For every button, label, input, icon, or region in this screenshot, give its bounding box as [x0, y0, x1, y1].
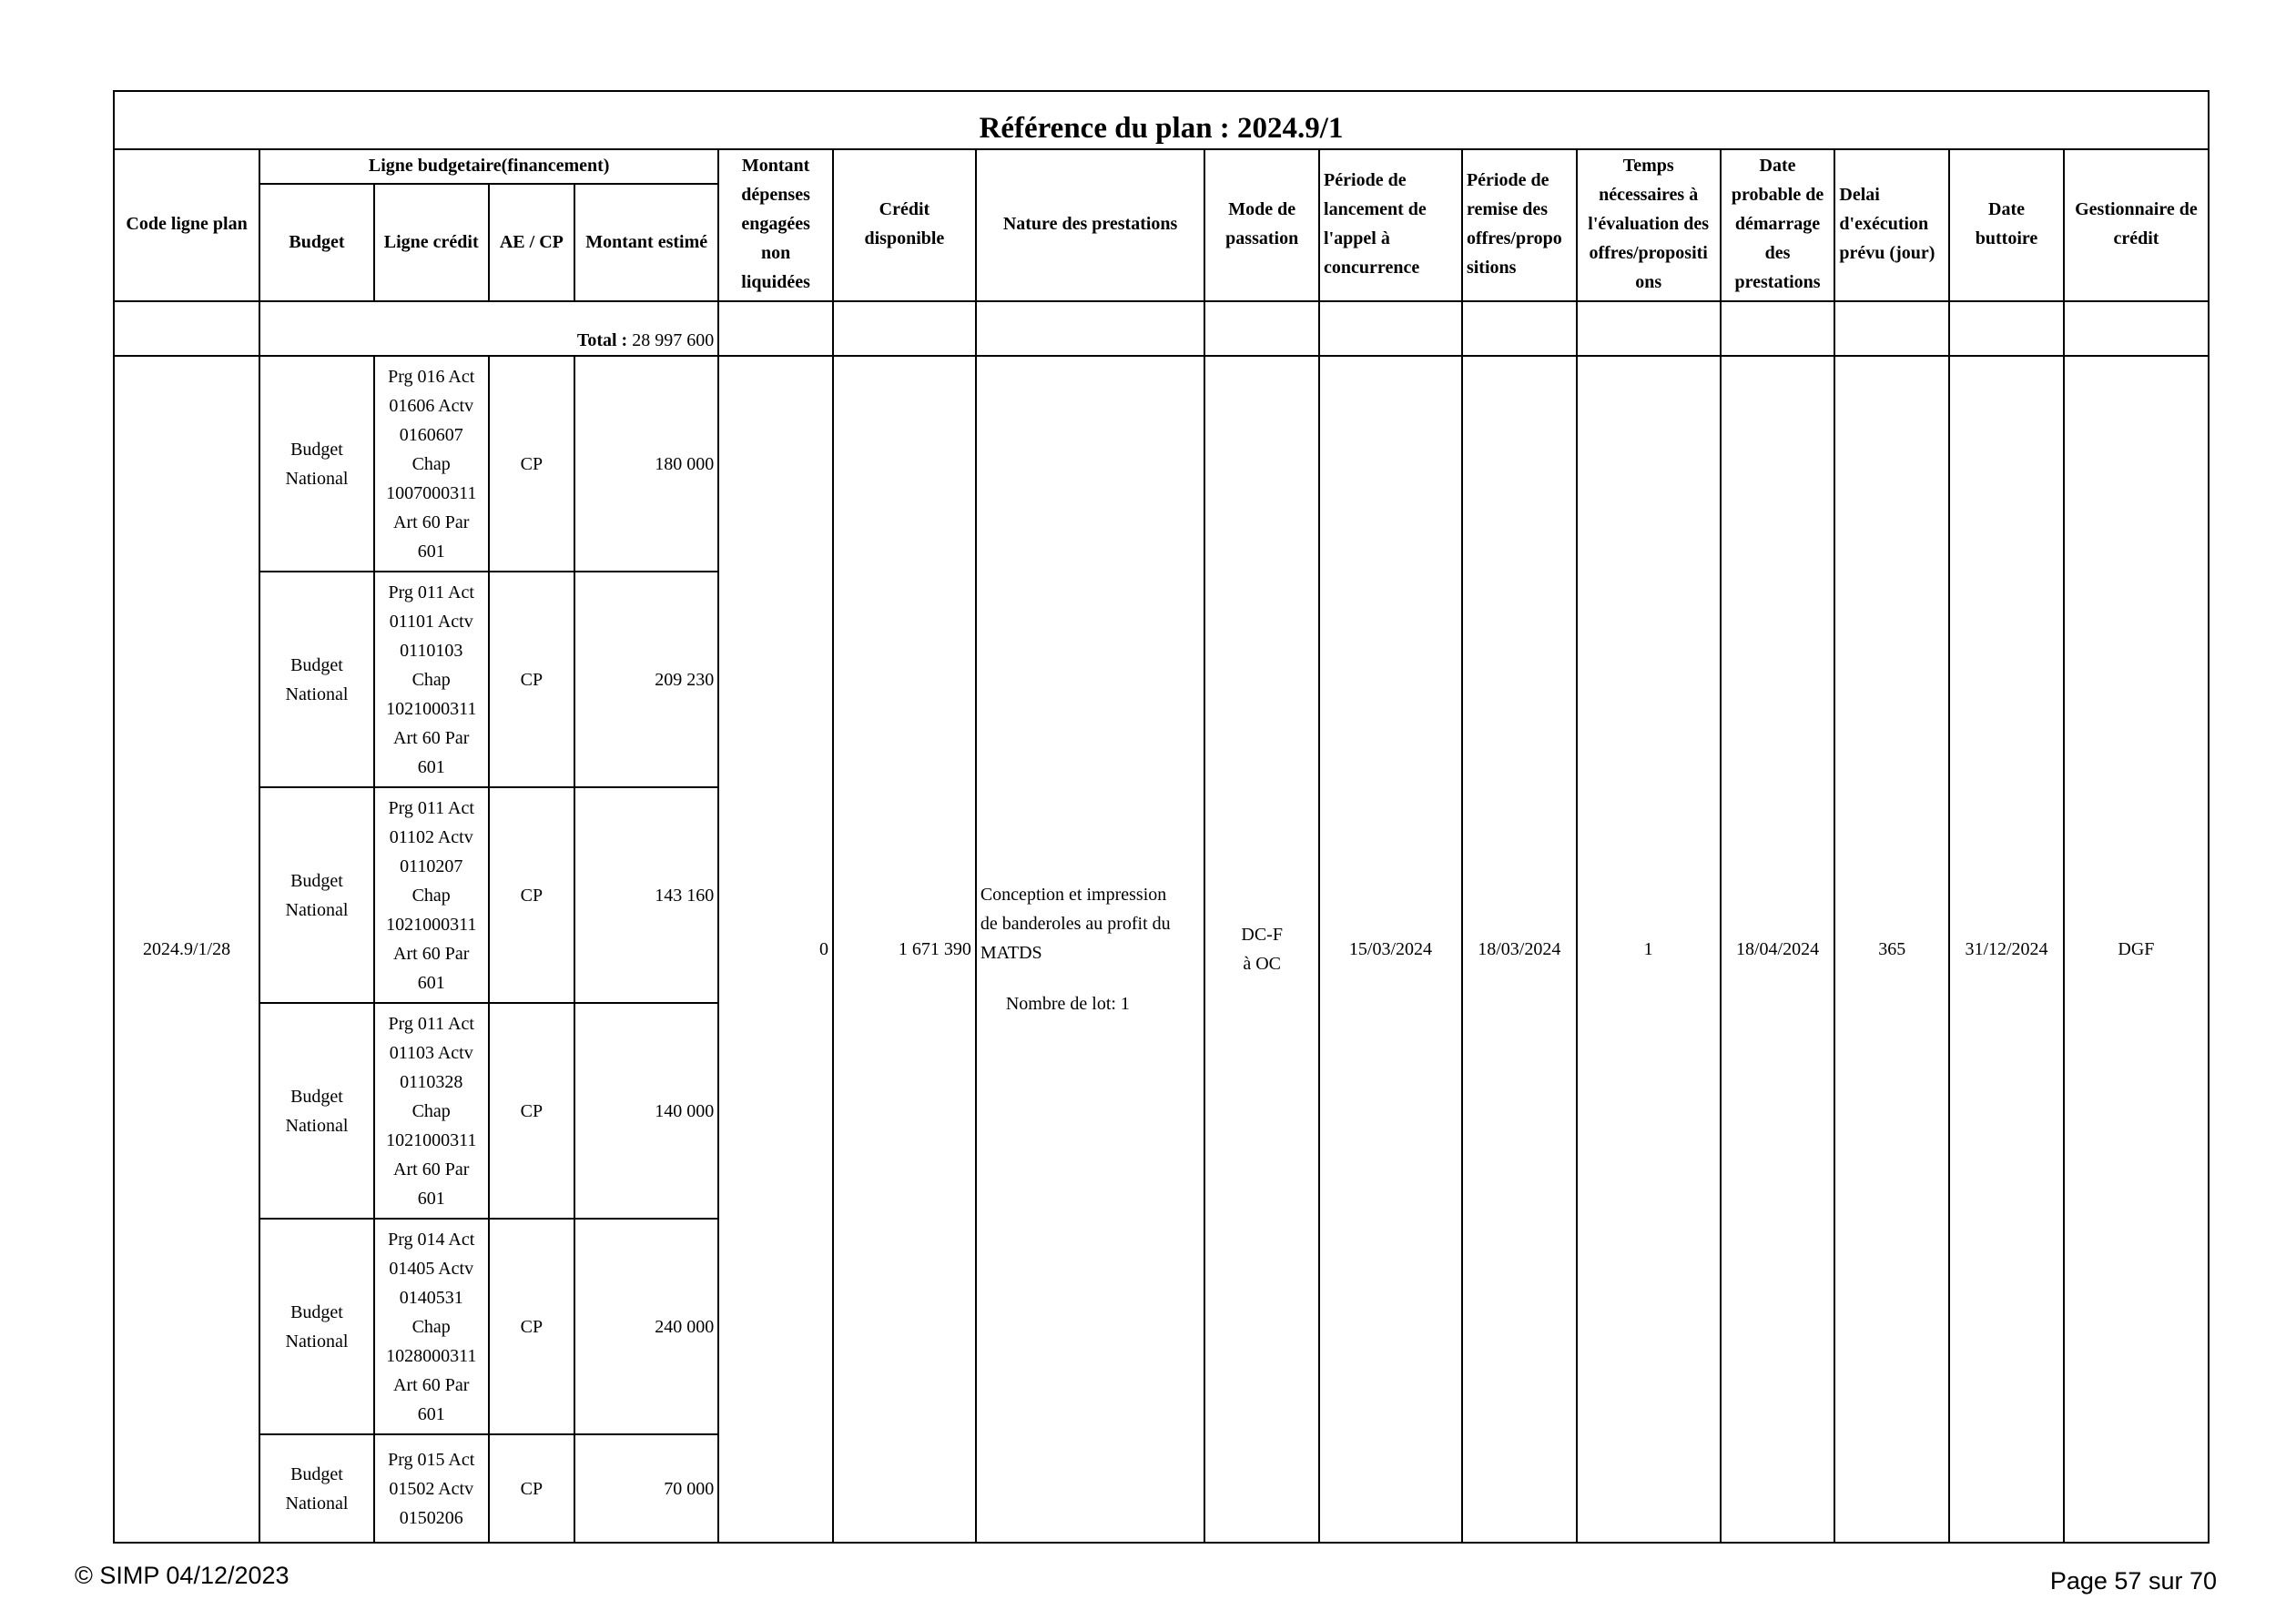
total-value: 28 997 600: [632, 330, 715, 351]
ae-cp-cell: CP: [489, 1003, 575, 1219]
header-ligne-budgetaire: Ligne budgetaire(financement): [259, 148, 718, 184]
ae-cp-cell: CP: [489, 1434, 575, 1543]
budget-cell: Budget National: [259, 1434, 374, 1543]
ae-cp-cell: CP: [489, 572, 575, 787]
ligne-credit-cell: Prg 011 Act 01102 Actv 0110207 Chap 1021000311 Art 60 Par 601: [374, 787, 489, 1003]
header-credit-disponible: Crédit disponible: [833, 148, 976, 301]
montant-estime-cell: 143 160: [574, 787, 718, 1003]
ligne-credit-cell: Prg 011 Act 01103 Actv 0110328 Chap 1021000311 Art 60 Par 601: [374, 1003, 489, 1219]
gestionnaire-cell: DGF: [2064, 356, 2208, 1543]
ligne-credit-cell: Prg 011 Act 01101 Actv 0110103 Chap 1021000311 Art 60 Par 601: [374, 572, 489, 787]
total-label: Total :: [576, 330, 628, 351]
periode-remise-cell: 18/03/2024: [1462, 356, 1577, 1543]
ligne-credit-cell: Prg 015 Act 01502 Actv 0150206: [374, 1434, 489, 1543]
nature-prestations-cell: Conception et impression de banderoles au profit du MATDS Nombre de lot: 1: [976, 356, 1204, 1543]
header-nature-prestations: Nature des prestations: [976, 148, 1204, 301]
code-ligne-plan-cell: 2024.9/1/28: [115, 356, 259, 1543]
header-date-buttoire: Date buttoire: [1949, 148, 2064, 301]
header-periode-remise: Période de remise des offres/propo sitions: [1462, 148, 1577, 301]
montant-estime-cell: 240 000: [574, 1219, 718, 1434]
ae-cp-cell: CP: [489, 1219, 575, 1434]
ligne-credit-cell: Prg 014 Act 01405 Actv 0140531 Chap 1028000311 Art 60 Par 601: [374, 1219, 489, 1434]
header-periode-lancement: Période de lancement de l'appel à concurrence: [1319, 148, 1462, 301]
montant-estime-cell: 180 000: [574, 356, 718, 572]
ae-cp-cell: CP: [489, 787, 575, 1003]
delai-cell: 365: [1834, 356, 1949, 1543]
header-montant-estime: Montant estimé: [574, 184, 718, 301]
plan-table-frame: [113, 90, 2210, 1544]
budget-cell: Budget National: [259, 356, 374, 572]
total-row: [115, 301, 2208, 356]
mode-passation-cell: DC-F à OC: [1204, 356, 1319, 1543]
header-montant-depenses: Montant dépenses engagées non liquidées: [718, 148, 833, 301]
header-ae-cp: AE / CP: [489, 184, 575, 301]
total-cell: [259, 301, 718, 356]
header-mode-passation: Mode de passation: [1204, 148, 1319, 301]
montant-estime-cell: 209 230: [574, 572, 718, 787]
plan-title: Référence du plan : 2024.9/1: [115, 92, 2208, 150]
temps-cell: 1: [1577, 356, 1721, 1543]
montant-estime-cell: 70 000: [574, 1434, 718, 1543]
date-demarrage-cell: 18/04/2024: [1721, 356, 1835, 1543]
header-delai-execution: Delai d'exécution prévu (jour): [1834, 148, 1949, 301]
budget-cell: Budget National: [259, 1003, 374, 1219]
periode-lancement-cell: 15/03/2024: [1319, 356, 1462, 1543]
montant-depenses-cell: 0: [718, 356, 833, 1543]
budget-cell: Budget National: [259, 787, 374, 1003]
credit-disponible-cell: 1 671 390: [833, 356, 976, 1543]
table-row: [115, 356, 2208, 572]
footer-page-number: Page 57 sur 70: [2049, 1567, 2217, 1595]
nombre-lot: Nombre de lot: 1: [1005, 994, 1130, 1014]
budget-cell: Budget National: [259, 1219, 374, 1434]
header-budget: Budget: [259, 184, 374, 301]
ae-cp-cell: CP: [489, 356, 575, 572]
footer-copyright: © SIMP 04/12/2023: [75, 1562, 290, 1589]
header-gestionnaire: Gestionnaire de crédit: [2064, 148, 2208, 301]
montant-estime-cell: 140 000: [574, 1003, 718, 1219]
ligne-credit-cell: Prg 016 Act 01606 Actv 0160607 Chap 1007000311 Art 60 Par 601: [374, 356, 489, 572]
header-code-ligne-plan: Code ligne plan: [115, 148, 259, 301]
header-temps-necessaires: Temps nécessaires à l'évaluation des offres/propositi ons: [1577, 148, 1721, 301]
header-ligne-credit: Ligne crédit: [374, 184, 489, 301]
date-buttoire-cell: 31/12/2024: [1949, 356, 2064, 1543]
plan-table: [115, 148, 2208, 1544]
header-date-probable: Date probable de démarrage des prestations: [1721, 148, 1835, 301]
budget-cell: Budget National: [259, 572, 374, 787]
